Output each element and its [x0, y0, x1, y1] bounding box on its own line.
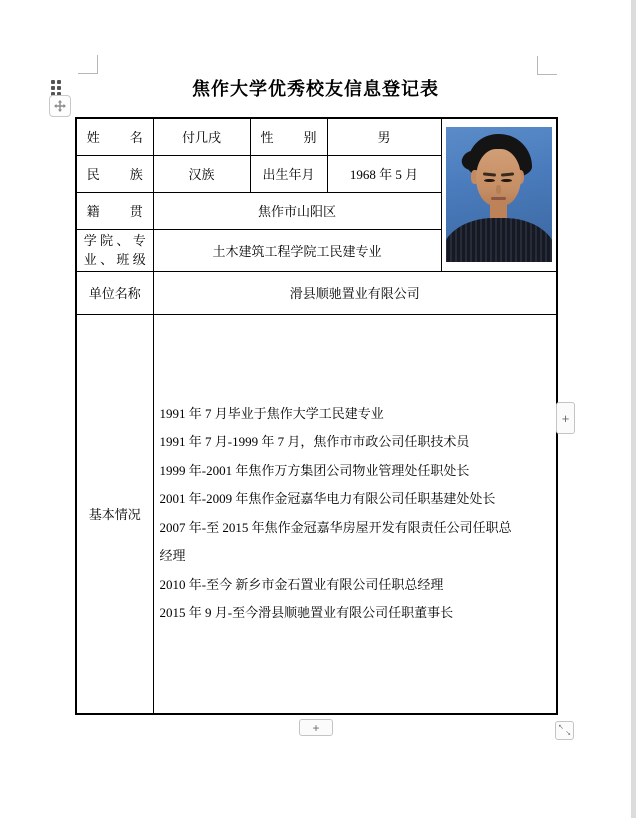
table-resize-handle[interactable] [555, 721, 574, 740]
photo-cell[interactable] [441, 118, 557, 271]
company-value-cell[interactable] [153, 271, 557, 314]
vertical-scrollbar[interactable] [631, 0, 636, 818]
birth-label-cell[interactable] [250, 155, 327, 192]
college-value-cell[interactable] [153, 229, 441, 271]
ethnicity-label-cell[interactable] [76, 155, 153, 192]
basic-label: 基本情况 [88, 507, 141, 523]
college-label-cell[interactable] [76, 229, 153, 271]
margin-corner-top-right [537, 56, 557, 75]
basic-line: 2010 年-至今 新乡市金石置业有限公司任职总经理 [159, 576, 444, 592]
birth-value-cell[interactable] [327, 155, 441, 192]
resize-se-arrow-icon: ↘ [565, 730, 571, 737]
basic-line: 2001 年-2009 年焦作金冠嘉华电力有限公司任职基建处处长 [159, 491, 496, 507]
add-column-button[interactable]: + [556, 402, 575, 434]
basic-value-cell[interactable] [153, 314, 557, 714]
table-move-handle[interactable] [49, 95, 71, 117]
page-title: 焦作大学优秀校友信息登记表 [192, 79, 439, 99]
origin-value: 焦作市山阳区 [257, 204, 336, 219]
photo-shirt [446, 218, 552, 263]
basic-label-cell[interactable] [76, 314, 153, 714]
company-label-cell[interactable] [76, 271, 153, 314]
move-cross-icon [53, 99, 67, 113]
gender-label-cell[interactable] [250, 118, 327, 155]
name-value-cell[interactable] [153, 118, 250, 155]
basic-info-text [160, 400, 522, 628]
basic-line: 1991 年 7 月-1999 年 7 月，焦作市市政公司任职技术员 [159, 434, 470, 450]
alumni-form-table [75, 117, 558, 715]
origin-label: 籍贯 [86, 204, 143, 219]
basic-line: 2007 年-至 2015 年焦作金冠嘉华房屋开发有限责任公司任职总经理 [159, 519, 512, 564]
gender-label: 性别 [260, 130, 317, 146]
alumni-portrait-photo [446, 127, 552, 262]
basic-line: 1991 年 7 月毕业于焦作大学工民建专业 [159, 405, 384, 421]
company-label: 单位名称 [88, 286, 141, 301]
college-value: 土木建筑工程学院工民建专业 [212, 243, 382, 259]
ethnicity-label: 民族 [86, 167, 143, 182]
ethnicity-value: 汉族 [188, 167, 215, 182]
gender-value: 男 [377, 130, 391, 146]
name-value: 付几戌 [181, 130, 221, 146]
origin-value-cell[interactable] [153, 192, 441, 229]
birth-label: 出生年月 [262, 167, 315, 182]
name-label-cell[interactable] [76, 118, 153, 155]
add-row-button[interactable]: + [299, 719, 333, 736]
basic-line: 1999 年-2001 年焦作万方集团公司物业管理处任职处长 [159, 462, 470, 478]
ethnicity-value-cell[interactable] [153, 155, 250, 192]
college-label: 学院、专业、班级 [83, 233, 146, 267]
resize-nw-arrow-icon: ↖ [558, 724, 564, 731]
basic-line: 2015 年 9 月-至今滑县顺驰置业有限公司任职董事长 [159, 605, 454, 621]
birth-value: 1968 年 5 月 [349, 167, 419, 182]
margin-corner-top-left [78, 55, 98, 74]
drag-dots-icon[interactable] [51, 80, 61, 96]
company-value: 滑县顺驰置业有限公司 [289, 286, 420, 301]
origin-label-cell[interactable] [76, 192, 153, 229]
gender-value-cell[interactable] [327, 118, 441, 155]
name-label: 姓名 [86, 130, 143, 146]
